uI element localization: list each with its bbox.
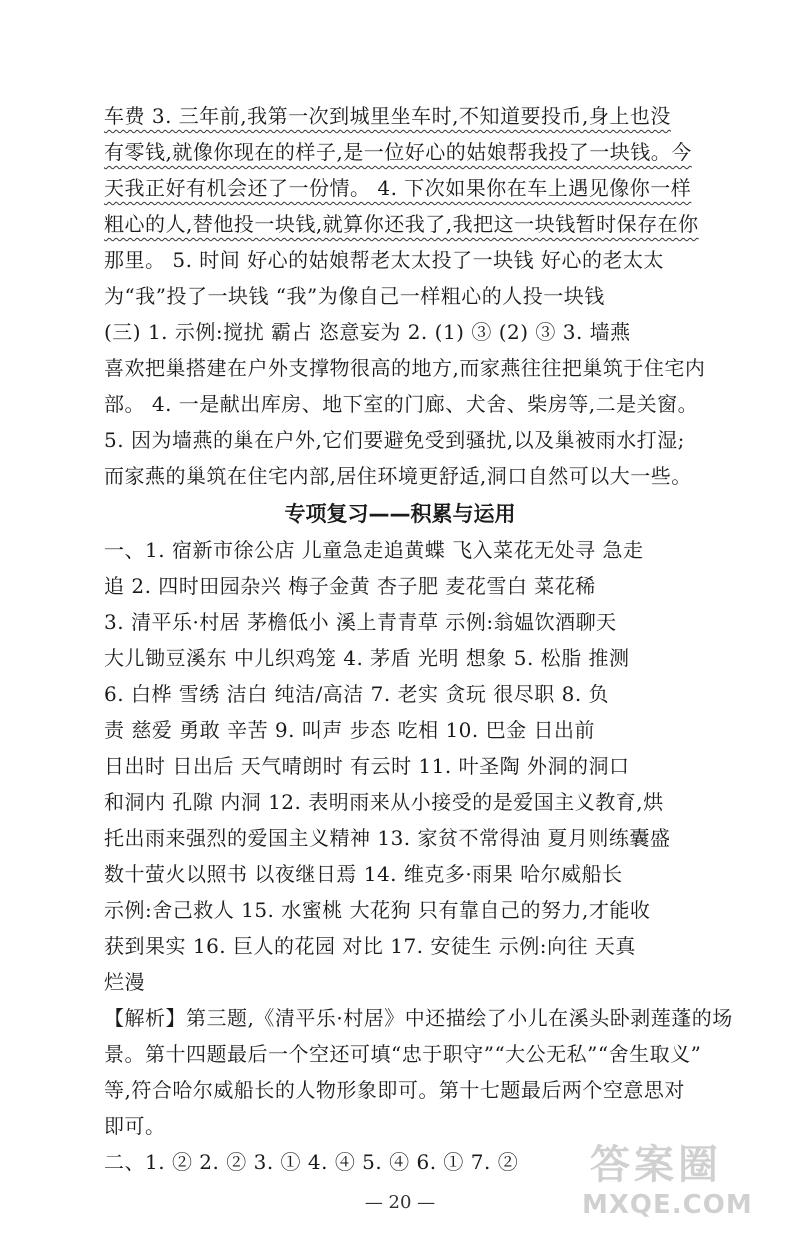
page-number: — 20 — — [364, 1192, 436, 1213]
text-line: 为“我”投了一块钱 “我”为像自己一样粗心的人投一块钱 — [104, 284, 605, 308]
text-line: 托出雨来强烈的爱国主义精神 13. 家贫不常得油 夏月则练囊盛 — [104, 826, 671, 850]
analysis-line: 等,符合哈尔威船长的人物形象即可。第十七题最后两个空意思对 — [104, 1078, 685, 1102]
text-line: (三) 1. 示例:搅扰 霸占 恣意妄为 2. (1) ③ (2) ③ 3. 墙燕 — [104, 320, 631, 344]
text-line: 追 2. 四时田园杂兴 梅子金黄 杏子肥 麦花雪白 菜花稀 — [104, 574, 596, 598]
text-line: 获到果实 16. 巨人的花园 对比 17. 安徒生 示例:向往 天真 — [104, 934, 636, 958]
text-line: 粗心的人,替他投一块钱,就算你还我了,我把这一块钱暂时保存在你 — [104, 212, 699, 236]
text-line: 烂漫 — [104, 970, 145, 994]
section-heading: 专项复习——积累与运用 — [284, 502, 516, 526]
watermark-logo — [582, 1140, 782, 1222]
text-line: 那里。 5. 时间 好心的姑娘帮老太太投了一块钱 好心的老太太 — [104, 248, 665, 272]
text-line: 示例:舍己救人 15. 水蜜桃 大花狗 只有靠自己的努力,才能收 — [104, 898, 651, 922]
text-line: 而家燕的巢筑在住宅内部,居住环境更舒适,洞口自然可以大一些。 — [104, 464, 692, 488]
text-line: 6. 白桦 雪绣 洁白 纯洁/高洁 7. 老实 贪玩 很尽职 8. 负 — [104, 682, 610, 706]
text-line: 日出时 日出后 天气晴朗时 有云时 11. 叶圣陶 外洞的洞口 — [104, 754, 630, 778]
analysis-line: 即可。 — [104, 1114, 166, 1138]
text-line: 一、1. 宿新市徐公店 儿童急走追黄蝶 飞入菜花无处寻 急走 — [104, 538, 644, 562]
text-line: 二、1. ② 2. ② 3. ① 4. ④ 5. ④ 6. ① 7. ② — [104, 1150, 519, 1174]
text-line: 车费 3. 三年前,我第一次到城里坐车时,不知道要投币,身上也没 — [104, 104, 671, 128]
analysis-line: 【解析】第三题,《清平乐·村居》中还描绘了小儿在溪头卧剥莲蓬的场 — [104, 1006, 733, 1030]
text-line: 数十萤火以照书 以夜继日焉 14. 维克多·雨果 哈尔威船长 — [104, 862, 623, 886]
text-line: 大儿锄豆溪东 中儿织鸡笼 4. 茅盾 光明 想象 5. 松脂 推测 — [104, 646, 630, 670]
text-line: 喜欢把巢搭建在户外支撑物很高的地方,而家燕往往把巢筑于住宅内 — [104, 356, 706, 380]
text-line: 和洞内 孔隙 内洞 12. 表明雨来从小接受的是爱国主义教育,烘 — [104, 790, 664, 814]
text-line: 责 慈爱 勇敢 辛苦 9. 叫声 步态 吃相 10. 巴金 日出前 — [104, 718, 595, 742]
analysis-line: 景。第十四题最后一个空还可填“忠于职守”“大公无私”“舍生取义” — [104, 1042, 702, 1066]
text-line: 5. 因为墙燕的巢在户外,它们要避免受到骚扰,以及巢被雨水打湿; — [104, 428, 685, 452]
watermark-url: MXQE.COM — [582, 1190, 753, 1220]
text-line: 3. 清平乐·村居 茅檐低小 溪上青青草 示例:翁媪饮酒聊天 — [104, 610, 617, 634]
watermark-text: 答案圈 — [590, 1142, 722, 1188]
text-line: 有零钱,就像你现在的样子,是一位好心的姑娘帮我投了一块钱。今 — [104, 140, 692, 164]
text-line: 部。 4. 一是献出库房、地下室的门廊、犬舍、柴房等,二是关窗。 — [104, 392, 699, 416]
text-line: 天我正好有机会还了一份情。 4. 下次如果你在车上遇见像你一样 — [104, 176, 692, 200]
